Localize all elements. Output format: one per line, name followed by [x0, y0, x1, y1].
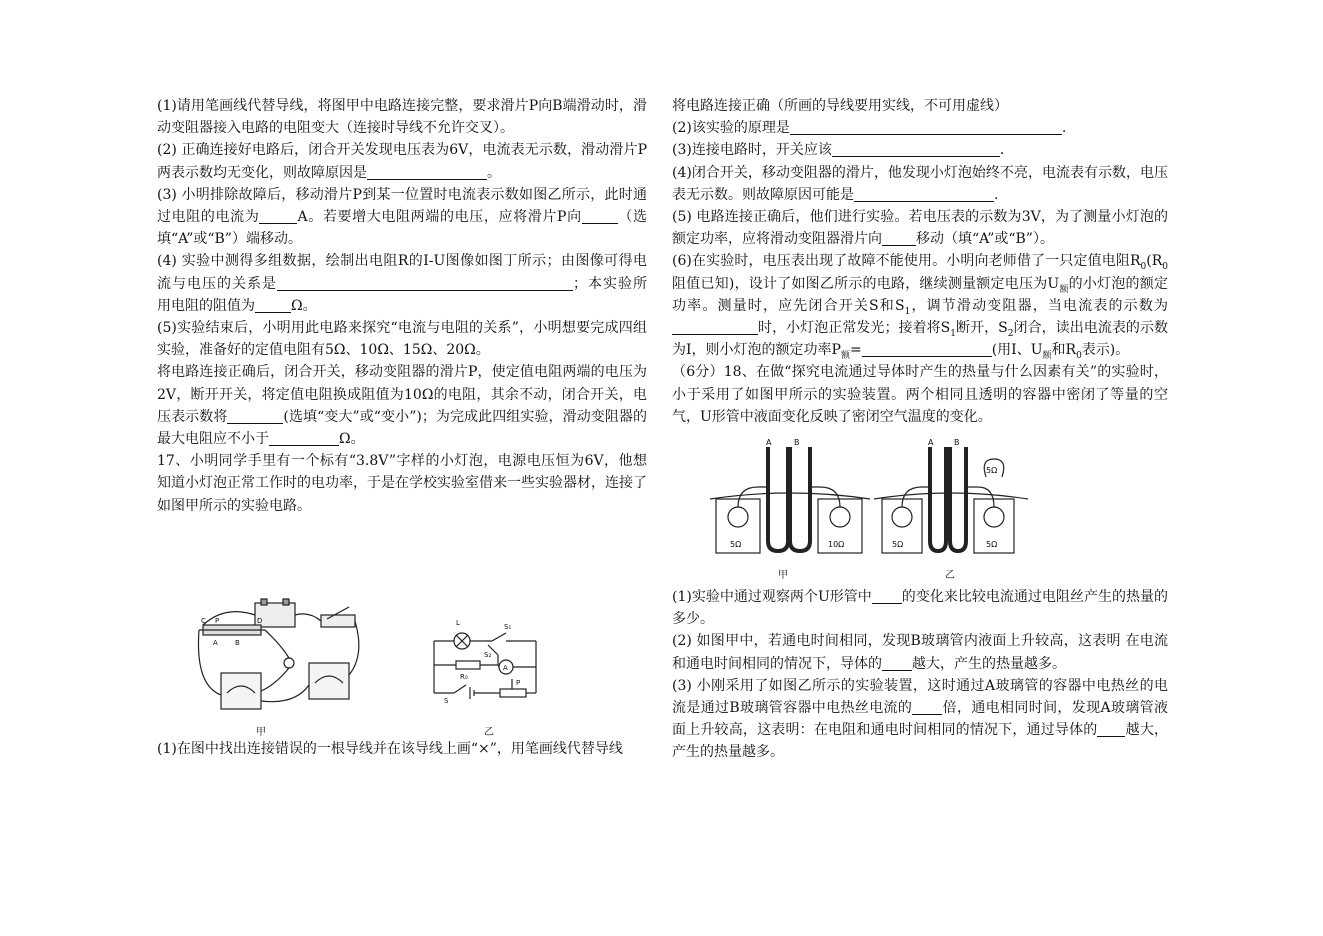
figure-caption-jia: 甲 [256, 727, 266, 738]
answer-blank[interactable] [672, 318, 758, 335]
heat-label: A [928, 438, 934, 447]
heat-label: 5Ω [730, 540, 742, 549]
heat-label: B [794, 438, 800, 447]
heat-label: 5Ω [986, 540, 998, 549]
circuit-label: P [215, 617, 220, 625]
schematic-label: L [456, 619, 460, 627]
question-18-parts [672, 586, 1168, 764]
question-17: 17、小明同学手里有一个标有“3.8V”字样的小灯泡，电源电压恒为6V，他想知道小灯泡正常工作时的电功率，于是在学校实验室借来一些实验器材，连接了如图甲所示的实验电路。 [157, 453, 647, 514]
question-18: （6分）18、在做“探究电流通过导体时产生的热量与什么因素有关”的实验时，小于采用了如图甲所示的实验装置。两个相同且透明的容器中密闭了等量的空气，U形管中液面变化反映了密闭空气温度的变化。 [672, 364, 1168, 425]
schematic-label: R₀ [460, 673, 468, 681]
heat-caption-jia: 甲 [778, 570, 788, 581]
heat-apparatus-figure [710, 437, 1030, 563]
answer-blank[interactable] [259, 207, 297, 224]
question-17-part3: (3)连接电路时，开关应该 . [672, 142, 1005, 159]
answer-blank[interactable] [872, 587, 902, 604]
circuit-label: C [201, 617, 206, 625]
answer-blank[interactable] [790, 118, 1062, 135]
answer-blank[interactable] [367, 163, 487, 180]
question-17-part5: (5) 电路连接正确后，他们进行实验。若电压表的示数为3V，为了测量小灯泡的额定功率，应将滑动变阻器滑片向 移动（填“A”或“B”）。 [672, 209, 1168, 248]
circuit-label: B [235, 639, 240, 647]
question-17-part6: (6)在实验时，电压表出现了故障不能使用。小明向老师借了一只定值电阻$R_0(R_0$阻值已知)，设计了如图乙所示的电路，继续测量额定电压为$U_额$的小灯泡的额定功率。测量时，应先闭合开关S和$S_1$，调节滑动变阻器，当电流表的示数为时，小灯泡正常发光；接着将$S_1$断开，$S_2$闭合，读出电流表的示数为I，则小灯泡的额定功率$P_额=$ (用I、$U_额$和$R_0$表示)。 [672, 253, 1169, 362]
question-16-part2: (2) 正确连接好电路后，闭合开关发现电压表为6V，电流表无示数，滑动滑片P两表示数均无变化，则故障原因是 。 [157, 142, 647, 181]
question-16-part3: (3) 小明排除故障后，移动滑片P到某一位置时电流表示数如图乙所示，此时通过电阻的电流为 A。若要增大电阻两端的电压，应将滑片P向 （选填“A”或“B”）端移动。 [157, 186, 648, 248]
heat-caption-yi: 乙 [945, 570, 955, 581]
question-17-part4: (4)闭合开关，移动变阻器的滑片，他发现小灯泡始终不亮，电流表有示数，电压表无示数。则故障原因可能是 . [672, 164, 1168, 203]
answer-blank[interactable] [882, 229, 916, 246]
left-column [157, 95, 647, 517]
question-17-instruction: 将电路连接正确（所画的导线要用实线，不可用虚线） [672, 98, 1008, 114]
right-column [672, 95, 1168, 428]
schematic-label: S₁ [504, 623, 512, 631]
figure-caption-yi: 乙 [484, 727, 494, 738]
question-17-part2: (2)该实验的原理是 . [672, 120, 1067, 137]
answer-blank[interactable] [832, 140, 1000, 157]
question-17-part1: (1)在图中找出连接错误的一根导线并在该导线上画“×”，用笔画线代替导线 [157, 741, 623, 757]
circuit-photo-jia [185, 595, 365, 729]
circuit-label: D [257, 617, 263, 625]
question-18-part2: (2) 如图甲中，若通电时间相同，发现B玻璃管内液面上升较高，这表明 在电流和通电时间相同的情况下，导体的 越大，产生的热量越多。 [672, 633, 1168, 672]
answer-blank[interactable] [912, 698, 942, 715]
heat-label: 5Ω [892, 540, 904, 549]
schematic-label: S [444, 697, 449, 705]
question-18-part3: (3) 小刚采用了如图乙所示的实验装置，这时通过A玻璃管的容器中电热丝的电流是通过B玻璃管容器中电热丝电流的 倍，通电相同时间，发现A玻璃管液面上升较高，这表明：在电阻和通电时间相同的情况下，通过导体的 越大，产生的热量越多。 [672, 677, 1168, 761]
answer-blank[interactable] [582, 207, 618, 224]
question-16-part5-b: 将电路连接正确后，闭合开关，移动变阻器的滑片P，使定值电阻两端的电压为2V，断开开关，将定值电阻换成阻值为10Ω的电阻，其余不动，闭合开关，电压表示数将 (选填“变大”或“变小”)；为完成此四组实验，滑动变阻器的最大电阻应不小于 Ω。 [157, 364, 648, 448]
answer-blank[interactable] [1097, 720, 1125, 737]
heat-label: A [766, 438, 772, 447]
heat-label: 10Ω [828, 540, 845, 549]
question-18-part1: (1)实验中通过观察两个U形管中 的变化来比较电流通过电阻丝产生的热量的多少。 [672, 589, 1169, 628]
answer-blank[interactable] [255, 296, 291, 313]
answer-blank[interactable] [862, 340, 992, 357]
schematic-label: S₂ [484, 651, 492, 659]
circuit-schematic-yi [424, 613, 546, 713]
heat-label: 5Ω [986, 466, 998, 475]
question-16-part1: (1)请用笔画线代替导线，将图甲中电路连接完整，要求滑片P向B端滑动时，滑动变阻器接入电路的电阻变大（连接时导线不允许交叉）。 [157, 98, 647, 137]
answer-blank[interactable] [277, 274, 573, 291]
answer-blank[interactable] [882, 654, 912, 671]
answer-blank[interactable] [854, 185, 994, 202]
heat-label: B [954, 438, 960, 447]
circuit-label: A [213, 639, 218, 647]
question-16-part5: (5)实验结束后，小明用此电路来探究“电流与电阻的关系”，小明想要完成四组实验，准备好的定值电阻有5Ω、10Ω、15Ω、20Ω。 [157, 320, 647, 359]
answer-blank[interactable] [227, 407, 283, 424]
schematic-label: P [516, 679, 521, 687]
question-16-part4: (4) 实验中测得多组数据，绘制出电阻R的I-U图像如图丁所示；由图像可得电流与电压的关系是 ；本实验所用电阻的阻值为 Ω。 [157, 253, 647, 314]
schematic-label: A [503, 664, 508, 672]
answer-blank[interactable] [269, 429, 339, 446]
